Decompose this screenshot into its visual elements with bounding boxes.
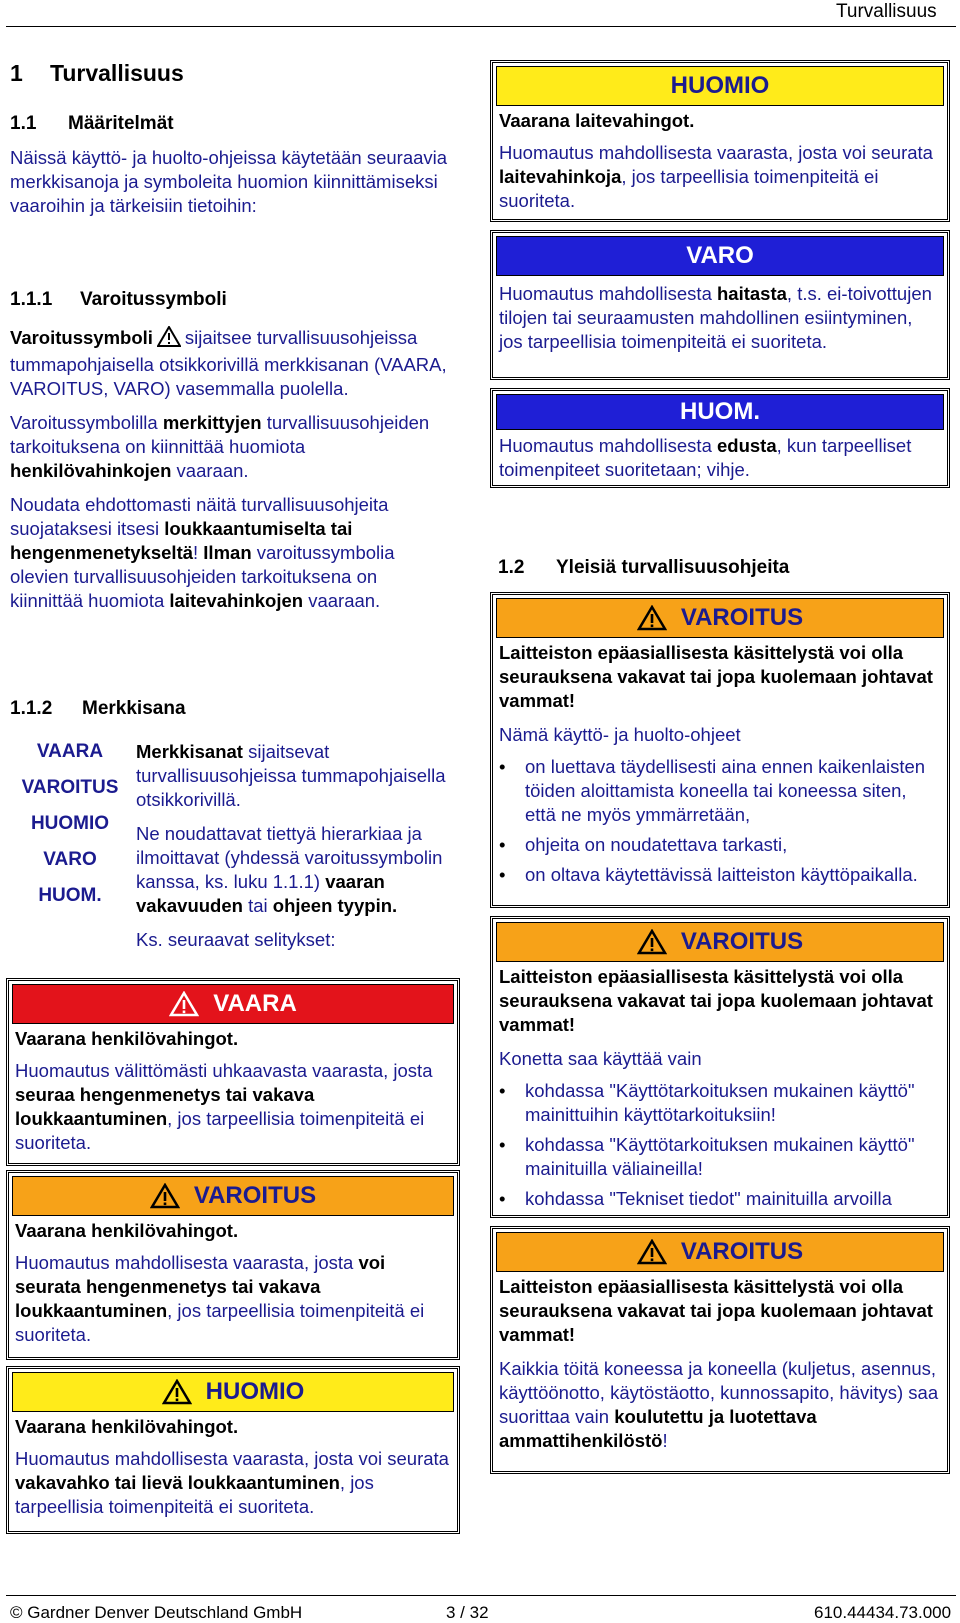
footer-company: © Gardner Denver Deutschland GmbH	[10, 1603, 303, 1622]
bullet-list	[499, 1079, 941, 1211]
warning-symbol-text	[10, 326, 455, 623]
warning-box-3: VAROITUS Laitteiston epäasiallisesta käsittelystä voi olla seurauksena vakavat tai jopa kuolemaan johtavat vammat! Kaikkia töitä koneessa ja koneella (kuljetus, asennus, käyttöönotto, käytöstäotto, kunnossapito, hävitys) saa suorittaa vain koulutettu ja luotettava ammattihenkilöstö!	[490, 1226, 950, 1474]
running-header: Turvallisuus	[836, 1, 937, 22]
footer-page-number: 3 / 32	[446, 1603, 489, 1622]
footer-doc-number: 610.44434.73.000	[814, 1603, 952, 1622]
box-subheading: Vaarana henkilövahingot.	[15, 1220, 239, 1241]
footer-rule	[6, 1595, 956, 1596]
warning-triangle-icon	[169, 991, 199, 1017]
huomio-person-box: HUOMIO Vaarana henkilövahingot. Huomautus mahdollisesta vaarasta, josta voi seurata vakavahko tai lievä loukkaantuminen, jos tarpeellisia toimenpiteitä ei suoriteta.	[6, 1366, 460, 1534]
varoitus-bar: VAROITUS	[496, 922, 944, 962]
signal-word: VAARA	[36, 741, 104, 762]
list-item: • on luettava täydellisesti aina ennen kaikenlaisten töiden aloittamista koneella tai koneessa siten, että ne myös ymmärretään,	[499, 755, 941, 827]
huomio-bar: HUOMIO	[496, 66, 944, 106]
warning-triangle-icon	[637, 1239, 667, 1265]
box-subheading: Vaarana henkilövahingot.	[15, 1028, 239, 1049]
warning-triangle-icon	[637, 605, 667, 631]
list-item: • kohdassa "Tekniset tiedot" mainituilla arvoilla	[499, 1187, 941, 1211]
varoitus-bar: VAROITUS	[12, 1176, 454, 1216]
signal-word-description: Merkkisanat sijaitsevat turvallisuusohjeissa tummapohjaisella otsikkorivillä. Ne noudattavat tiettyä hierarkiaa ja ilmoittavat (yhdessä varoitussymbolin kanssa, ks. luku 1.1.1) vaaran vakavuuden tai ohjeen tyypin. Ks. seuraavat selitykset:	[136, 741, 446, 950]
list-item: • kohdassa "Käyttötarkoituksen mukainen käyttö" mainituilla väliaineilla!	[499, 1133, 941, 1181]
warning-triangle-icon	[157, 326, 181, 353]
huom-bar: HUOM.	[496, 394, 944, 430]
warning-triangle-icon	[637, 929, 667, 955]
section-1-1-1-heading: 1.1.1 Varoitussymboli	[10, 289, 227, 310]
bullet-list	[499, 755, 941, 887]
section-1-heading: 1 Turvallisuus	[10, 60, 184, 86]
signal-word: VARO	[43, 849, 97, 870]
warning-triangle-icon	[150, 1183, 180, 1209]
huomio-bar: HUOMIO	[12, 1372, 454, 1412]
warning-symbol-paragraph-3: Noudata ehdottomasti näitä turvallisuusohjeita suojataksesi itsesi loukkaantumiselta tai hengenmenetykseltä! Ilman varoitussymbolia olevien turvallisuusohjeiden tarkoituksena on kiinnittää huomiota laitevahinkojen vaaraan.	[10, 494, 395, 611]
list-item: • ohjeita on noudatettava tarkasti,	[499, 833, 941, 857]
varo-box: VARO Huomautus mahdollisesta haitasta, t.s. ei-toivottujen tilojen tai seuraamusten mahdollinen esiintyminen, jos tarpeellisia toimenpiteitä ei suoriteta.	[490, 230, 950, 380]
huomio-equipment-box: HUOMIO Vaarana laitevahingot. Huomautus mahdollisesta vaarasta, josta voi seurata laitevahinkoja, jos tarpeellisia toimenpiteitä ei suoriteta.	[490, 60, 950, 222]
warning-box-1: VAROITUS Laitteiston epäasiallisesta käsittelystä voi olla seurauksena vakavat tai jopa kuolemaan johtavat vammat! Nämä käyttö- ja huolto-ohjeet • on luettava täydellisesti aina ennen kaikenlaisten töiden aloittamista koneella tai koneessa siten, että ne myös ymmärretään, • ohjeita on noudatettava tarkasti, • on oltava käytettävissä laitteiston käyttöpaikalla.	[490, 592, 950, 908]
warning-symbol-paragraph-1: Varoitussymboli sijaitsee turvallisuusohjeissa tummapohjaisella otsikkorivillä merkkisanan (VAARA, VAROITUS, VARO) vasemmalla puolella.	[10, 327, 447, 399]
box-subheading: Vaarana laitevahingot.	[499, 110, 695, 131]
warning-symbol-paragraph-2: Varoitussymbolilla merkittyjen turvallisuusohjeiden tarkoituksena on kiinnittää huomiota henkilövahinkojen vaaraan.	[10, 412, 430, 481]
definitions-intro: Näissä käyttö- ja huolto-ohjeissa käytetään seuraavia merkkisanoja ja symboleita huomion kiinnittämiseksi vaaroihin ja tärkeisiin tietoihin:	[10, 147, 448, 216]
section-1-2-heading: 1.2 Yleisiä turvallisuusohjeita	[498, 557, 790, 578]
signal-word: HUOMIO	[30, 813, 110, 834]
signal-word: VAROITUS	[21, 777, 119, 798]
vaara-bar: VAARA	[12, 984, 454, 1024]
varoitus-bar: VAROITUS	[496, 598, 944, 638]
varoitus-bar: VAROITUS	[496, 1232, 944, 1272]
box-subheading: Vaarana henkilövahingot.	[15, 1416, 239, 1437]
section-1-1-heading: 1.1 Määritelmät	[10, 113, 174, 134]
signal-word-list	[10, 740, 130, 920]
huom-box: HUOM. Huomautus mahdollisesta edusta, kun tarpeelliset toimenpiteet suoritetaan; vihje.	[490, 388, 950, 488]
warning-box-2: VAROITUS Laitteiston epäasiallisesta käsittelystä voi olla seurauksena vakavat tai jopa kuolemaan johtavat vammat! Konetta saa käyttää vain • kohdassa "Käyttötarkoituksen mukainen käyttö" mainittuihin käyttötarkoituksiin! • kohdassa "Käyttötarkoituksen mukainen käyttö" mainituilla väliaineilla! • kohdassa "Tekniset tiedot" mainituilla arvoilla	[490, 916, 950, 1218]
warning-triangle-icon	[162, 1379, 192, 1405]
list-item: • on oltava käytettävissä laitteiston käyttöpaikalla.	[499, 863, 941, 887]
varoitus-box: VAROITUS Vaarana henkilövahingot. Huomautus mahdollisesta vaarasta, josta voi seurata hengenmenetys tai vakava loukkaantuminen, jos tarpeellisia toimenpiteitä ei suoriteta.	[6, 1170, 460, 1360]
vaara-box: VAARA Vaarana henkilövahingot. Huomautus välittömästi uhkaavasta vaarasta, josta seuraa hengenmenetys tai vakava loukkaantuminen, jos tarpeellisia toimenpiteitä ei suoriteta.	[6, 978, 460, 1166]
varo-bar: VARO	[496, 236, 944, 276]
list-item: • kohdassa "Käyttötarkoituksen mukainen käyttö" mainittuihin käyttötarkoituksiin!	[499, 1079, 941, 1127]
section-1-1-2-heading: 1.1.2 Merkkisana	[10, 698, 186, 719]
signal-word: HUOM.	[38, 885, 102, 906]
header-rule	[6, 26, 956, 27]
